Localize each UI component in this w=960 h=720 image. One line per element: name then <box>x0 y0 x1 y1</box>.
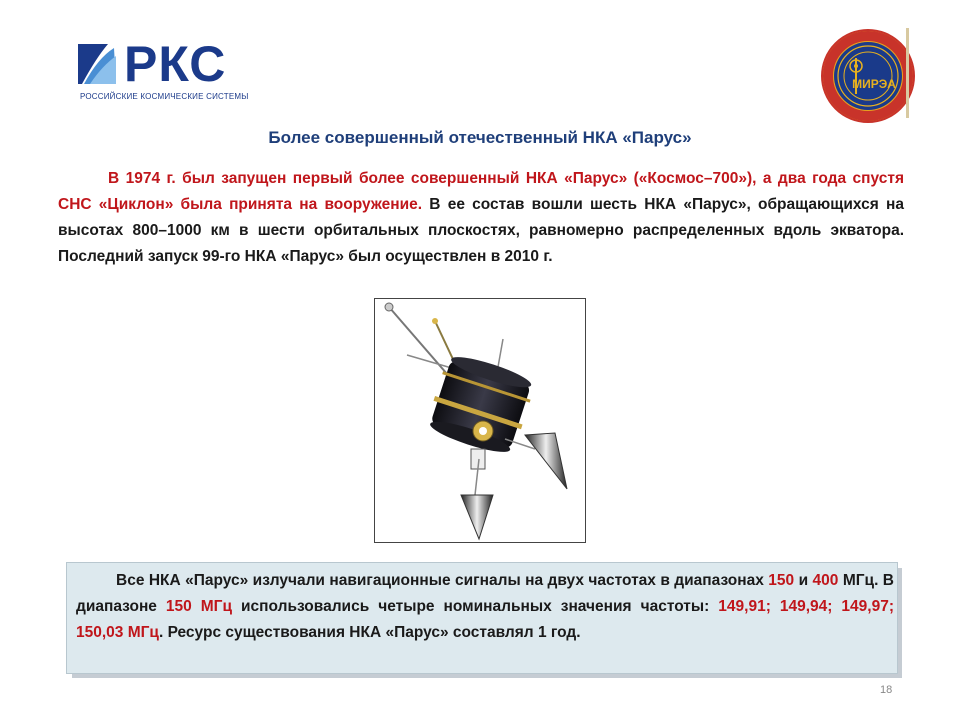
main-paragraph <box>58 166 904 270</box>
page-number: 18 <box>880 684 893 696</box>
info-freq-150: 150 <box>768 572 795 589</box>
info-text-2: и <box>794 572 813 589</box>
info-freq-400: 400 <box>812 572 839 589</box>
header-divider <box>906 28 909 118</box>
rks-logo-subtitle: РОССИЙСКИЕ КОСМИЧЕСКИЕ СИСТЕМЫ <box>80 92 249 101</box>
rks-logo-mark <box>78 44 118 88</box>
info-freq-150-mhz: 150 МГц <box>165 598 233 615</box>
info-text <box>76 568 894 646</box>
paragraph-body: В ее состав вошли шесть НКА «Парус», обращающихся на высотах 800–1000 км в шести орбитальных плоскостях, равномерно распределенных вдоль экватора. Последний запуск 99-го НКА «Парус» был осуществлен в 2010 г. <box>58 196 904 265</box>
rks-logo <box>78 36 253 104</box>
rks-logo-letters: РКС <box>124 36 227 92</box>
paragraph-highlight: В 1974 г. был запущен первый более совершенный НКА «Парус» («Космос–700»), а два года спустя СНС «Циклон» была принята на вооружение. <box>58 170 904 213</box>
slide-title: Более совершенный отечественный НКА «Парус» <box>268 128 692 147</box>
info-text-3: МГц. В диапазоне <box>76 572 894 615</box>
emblem-label: МИРЭА <box>852 77 896 91</box>
satellite-image <box>374 298 586 543</box>
info-text-4: использовались четыре номинальных значения частоты: <box>232 598 719 615</box>
mirea-emblem <box>820 28 916 124</box>
info-freq-values: 149,91; 149,94; 149,97; 150,03 МГц <box>76 598 894 641</box>
parus-satellite-illustration <box>375 299 585 542</box>
info-text-1: Все НКА «Парус» излучали навигационные сигналы на двух частотах в диапазонах <box>116 572 769 589</box>
info-text-5: . Ресурс существования НКА «Парус» составлял 1 год. <box>158 624 581 641</box>
